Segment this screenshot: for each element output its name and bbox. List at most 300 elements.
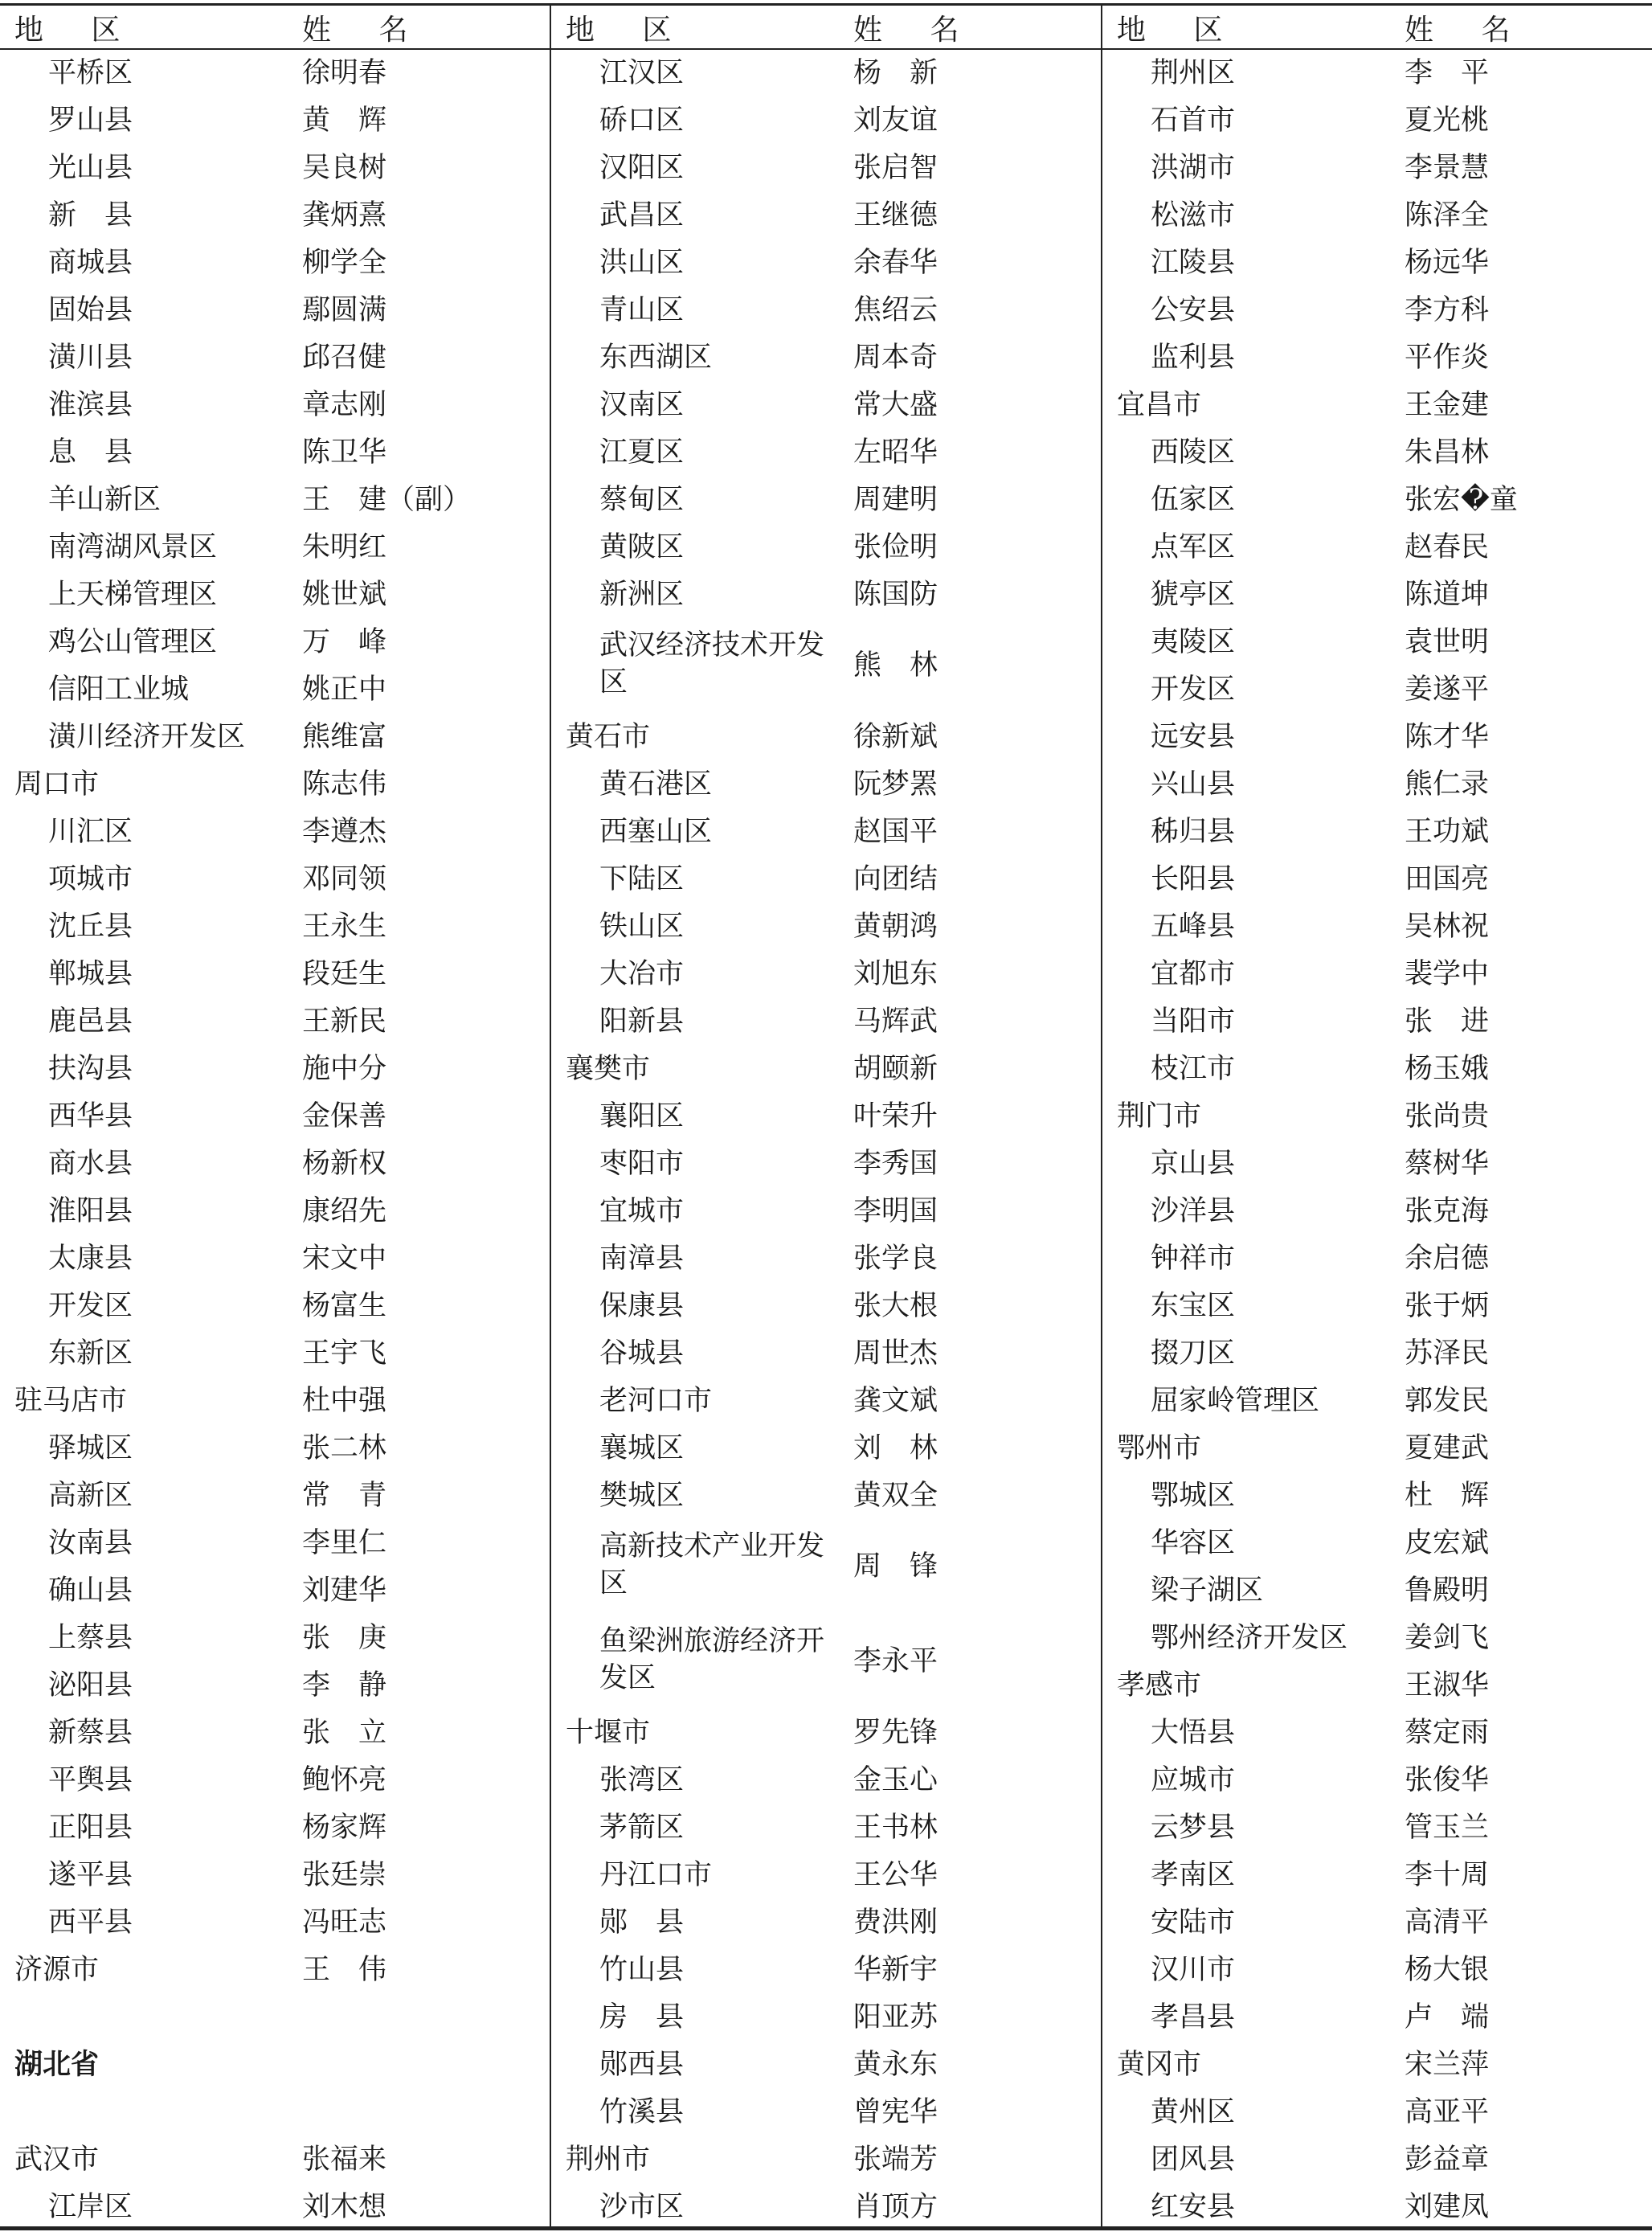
table-row <box>1102 192 1652 240</box>
region-cell: 五峰县 <box>1151 911 1236 943</box>
name-cell: 卢 端 <box>1405 2001 1490 2033</box>
name-cell: 阳亚苏 <box>853 2001 938 2033</box>
name-cell: 赵国平 <box>853 816 938 848</box>
name-cell: 胡颐新 <box>853 1053 938 1085</box>
region-cell: 黄石港区 <box>599 768 713 801</box>
name-cell: 邓同领 <box>302 863 387 895</box>
table-row <box>0 619 550 666</box>
region-cell: 孝感市 <box>1117 1669 1202 1702</box>
table-row <box>0 2184 550 2231</box>
table-row <box>551 382 1101 429</box>
table-row <box>0 1378 550 1425</box>
region-cell: 松滋市 <box>1151 199 1236 231</box>
region-cell: 张湾区 <box>599 1764 685 1796</box>
name-cell: 余春华 <box>853 247 938 279</box>
table-row <box>551 1093 1101 1141</box>
table-row <box>0 1804 550 1852</box>
name-cell: 黄双全 <box>853 1480 938 1512</box>
name-cell: 李 静 <box>302 1669 387 1702</box>
table-row <box>1102 2184 1652 2231</box>
name-cell: 姜剑飞 <box>1405 1622 1490 1654</box>
table-row <box>0 1852 550 1899</box>
region-cell: 荆门市 <box>1117 1100 1202 1132</box>
region-cell: 鄂州市 <box>1117 1432 1202 1464</box>
region-cell: 竹山县 <box>599 1954 685 1986</box>
table-row <box>551 1283 1101 1330</box>
name-cell: 周建明 <box>853 484 938 516</box>
name-cell: 彭益章 <box>1405 2144 1490 2176</box>
table-row <box>551 856 1101 903</box>
name-cell: 杨富生 <box>302 1290 387 1322</box>
table-row <box>0 2041 550 2089</box>
name-cell: 王永生 <box>302 911 387 943</box>
region-cell: 汝南县 <box>48 1527 133 1559</box>
table-row <box>551 1852 1101 1899</box>
name-cell: 鲍怀亮 <box>302 1764 387 1796</box>
table-row <box>551 1899 1101 1947</box>
name-cell: 夏光桃 <box>1405 104 1490 137</box>
table-row <box>551 2184 1101 2231</box>
table-row <box>1102 524 1652 571</box>
table-row <box>1102 477 1652 524</box>
name-cell: 王淑华 <box>1405 1669 1490 1702</box>
blank-row <box>0 2089 550 2136</box>
table-row <box>0 382 550 429</box>
region-cell: 秭归县 <box>1151 816 1236 848</box>
table-row <box>551 1188 1101 1235</box>
name-cell: 李景慧 <box>1405 152 1490 184</box>
name-cell: 张俭明 <box>853 531 938 563</box>
region-cell: 武汉经济技术开发区 <box>599 629 825 698</box>
table-row <box>0 1283 550 1330</box>
region-cell: 大悟县 <box>1151 1717 1236 1749</box>
name-cell: 苏泽民 <box>1405 1337 1490 1370</box>
name-cell: 杨 新 <box>853 57 938 89</box>
region-cell: 羊山新区 <box>48 484 162 516</box>
region-cell: 阳新县 <box>599 1005 685 1038</box>
name-cell: 朱昌林 <box>1405 436 1490 469</box>
name-cell: 夏建武 <box>1405 1432 1490 1464</box>
region-cell: 鱼梁洲旅游经济开发区 <box>599 1625 825 1694</box>
table-row <box>1102 666 1652 714</box>
region-cell: 光山县 <box>48 152 133 184</box>
region-cell: 兴山县 <box>1151 768 1236 801</box>
region-cell: 沈丘县 <box>48 911 133 943</box>
table-row <box>551 571 1101 619</box>
name-cell: 王新民 <box>302 1005 387 1038</box>
region-cell: 团风县 <box>1151 2144 1236 2176</box>
name-cell: 张大根 <box>853 1290 938 1322</box>
table-row <box>0 1188 550 1235</box>
name-cell: 黄 辉 <box>302 104 387 137</box>
region-cell: 大冶市 <box>599 958 685 990</box>
table-row <box>551 1378 1101 1425</box>
table-row <box>0 951 550 998</box>
name-cell: 周世杰 <box>853 1337 938 1370</box>
region-cell: 东新区 <box>48 1337 133 1370</box>
name-cell: 李方科 <box>1405 294 1490 326</box>
name-cell: 焦绍云 <box>853 294 938 326</box>
table-row <box>1102 1046 1652 1093</box>
table-row <box>0 809 550 856</box>
table-row <box>1102 1994 1652 2041</box>
name-cell: 田国亮 <box>1405 863 1490 895</box>
row-list <box>0 50 550 2231</box>
table-row <box>0 1472 550 1520</box>
region-cell: 黄石市 <box>566 721 651 753</box>
table-row <box>1102 998 1652 1046</box>
name-cell: 张端芳 <box>853 2144 938 2176</box>
table-row <box>551 145 1101 192</box>
name-cell: 周 锋 <box>853 1550 938 1583</box>
name-cell: 高亚平 <box>1405 2096 1490 2128</box>
table-row <box>1102 1567 1652 1615</box>
table-row <box>551 1520 1101 1615</box>
table-row <box>1102 1710 1652 1757</box>
name-cell: 黄永东 <box>853 2049 938 2081</box>
region-cell: 郸城县 <box>48 958 133 990</box>
region-cell: 上天梯管理区 <box>48 579 218 611</box>
name-cell: 皮宏斌 <box>1405 1527 1490 1559</box>
region-cell: 南湾湖风景区 <box>48 531 218 563</box>
table-row <box>1102 1378 1652 1425</box>
table-row <box>1102 334 1652 382</box>
table-row <box>0 2136 550 2184</box>
region-cell: 江夏区 <box>599 436 685 469</box>
region-cell: 汉阳区 <box>599 152 685 184</box>
region-cell: 应城市 <box>1151 1764 1236 1796</box>
name-cell: 杨新权 <box>302 1148 387 1180</box>
table-row <box>1102 1093 1652 1141</box>
region-cell: 沙洋县 <box>1151 1195 1236 1227</box>
name-cell: 康绍先 <box>302 1195 387 1227</box>
name-cell: 阮梦罴 <box>853 768 938 801</box>
name-cell: 蔡定雨 <box>1405 1717 1490 1749</box>
table-row <box>1102 1852 1652 1899</box>
table-row <box>0 998 550 1046</box>
table-row <box>551 1615 1101 1710</box>
region-cell: 江汉区 <box>599 57 685 89</box>
name-cell: 龚文斌 <box>853 1385 938 1417</box>
name-cell: 高清平 <box>1405 1906 1490 1939</box>
region-cell: 孝昌县 <box>1151 2001 1236 2033</box>
table-row <box>0 1520 550 1567</box>
name-cell: 施中分 <box>302 1053 387 1085</box>
region-cell: 夷陵区 <box>1151 626 1236 658</box>
name-cell: 曾宪华 <box>853 2096 938 2128</box>
table-row <box>0 1947 550 1994</box>
region-cell: 淮滨县 <box>48 389 133 421</box>
region-cell: 长阳县 <box>1151 863 1236 895</box>
region-cell: 汉川市 <box>1151 1954 1236 1986</box>
name-cell: 王宇飞 <box>302 1337 387 1370</box>
name-cell: 杜中强 <box>302 1385 387 1417</box>
table-row <box>551 1472 1101 1520</box>
name-cell: 段廷生 <box>302 958 387 990</box>
table-row <box>0 666 550 714</box>
table-row <box>551 429 1101 477</box>
table-row <box>551 1947 1101 1994</box>
column-2 <box>551 0 1101 2236</box>
name-cell: 张启智 <box>853 152 938 184</box>
region-cell: 罗山县 <box>48 104 133 137</box>
name-cell: 马辉武 <box>853 1005 938 1038</box>
region-cell: 上蔡县 <box>48 1622 133 1654</box>
region-cell: 十堰市 <box>566 1717 651 1749</box>
table-row <box>0 1425 550 1472</box>
table-row <box>1102 1283 1652 1330</box>
region-cell: 荆州区 <box>1151 57 1236 89</box>
region-cell: 宜昌市 <box>1117 389 1202 421</box>
region-cell: 孝南区 <box>1151 1859 1236 1891</box>
table-row <box>1102 1804 1652 1852</box>
name-cell: 平作炎 <box>1405 342 1490 374</box>
name-cell: 万 峰 <box>302 626 387 658</box>
table-row <box>1102 1141 1652 1188</box>
name-cell: 王继德 <box>853 199 938 231</box>
region-cell: 郧西县 <box>599 2049 685 2081</box>
name-cell: 常 青 <box>302 1480 387 1512</box>
region-cell: 洪山区 <box>599 247 685 279</box>
name-cell: 陈泽全 <box>1405 199 1490 231</box>
table-row <box>1102 1615 1652 1662</box>
name-cell: 鲁殿明 <box>1405 1575 1490 1607</box>
row-list <box>551 50 1101 2231</box>
region-cell: 汉南区 <box>599 389 685 421</box>
name-cell: 常大盛 <box>853 389 938 421</box>
name-cell: 杜 辉 <box>1405 1480 1490 1512</box>
name-cell: 刘旭东 <box>853 958 938 990</box>
table-row <box>0 524 550 571</box>
name-cell: 杨玉娥 <box>1405 1053 1490 1085</box>
table-row <box>551 1757 1101 1804</box>
region-cell: 屈家岭管理区 <box>1151 1385 1320 1417</box>
region-cell: 梁子湖区 <box>1151 1575 1264 1607</box>
region-cell: 襄阳区 <box>599 1100 685 1132</box>
region-cell: 平桥区 <box>48 57 133 89</box>
table-row <box>551 1046 1101 1093</box>
region-cell: 高新区 <box>48 1480 133 1512</box>
table-row <box>551 761 1101 809</box>
header-name: 姓 名 <box>853 14 979 47</box>
region-cell: 黄冈市 <box>1117 2049 1202 2081</box>
region-cell: 掇刀区 <box>1151 1337 1236 1370</box>
name-cell: 刘建凤 <box>1405 2191 1490 2223</box>
table-row <box>1102 951 1652 998</box>
name-cell: 刘木想 <box>302 2191 387 2223</box>
table-row <box>551 1141 1101 1188</box>
table-row <box>1102 1520 1652 1567</box>
region-cell: 枣阳市 <box>599 1148 685 1180</box>
name-cell: 杨远华 <box>1405 247 1490 279</box>
name-cell: 余启德 <box>1405 1243 1490 1275</box>
table-row <box>551 287 1101 334</box>
table-row <box>551 1804 1101 1852</box>
name-cell: 柳学全 <box>302 247 387 279</box>
name-cell: 张 立 <box>302 1717 387 1749</box>
name-cell: 冯旺志 <box>302 1906 387 1939</box>
header-name: 姓 名 <box>1405 14 1530 47</box>
name-cell: 裴学中 <box>1405 958 1490 990</box>
table-row <box>0 714 550 761</box>
name-cell: 姚正中 <box>302 674 387 706</box>
table-row <box>1102 97 1652 145</box>
region-cell: 石首市 <box>1151 104 1236 137</box>
table-row <box>1102 1235 1652 1283</box>
region-cell: 商城县 <box>48 247 133 279</box>
region-cell: 西平县 <box>48 1906 133 1939</box>
table-row <box>551 1425 1101 1472</box>
region-cell: 信阳工业城 <box>48 674 190 706</box>
name-cell: 鄢圆满 <box>302 294 387 326</box>
name-cell: 陈才华 <box>1405 721 1490 753</box>
region-cell: 江陵县 <box>1151 247 1236 279</box>
name-cell: 陈卫华 <box>302 436 387 469</box>
table-row <box>0 1899 550 1947</box>
name-cell: 吴良树 <box>302 152 387 184</box>
region-cell: 当阳市 <box>1151 1005 1236 1038</box>
name-cell: 张于炳 <box>1405 1290 1490 1322</box>
header-name: 姓 名 <box>302 14 427 47</box>
region-cell: 公安县 <box>1151 294 1236 326</box>
row-list <box>1102 50 1652 2231</box>
name-cell: 金保善 <box>302 1100 387 1132</box>
name-cell: 姜遂平 <box>1405 674 1490 706</box>
table-row <box>1102 287 1652 334</box>
name-cell: 张俊华 <box>1405 1764 1490 1796</box>
name-cell: 王书林 <box>853 1812 938 1844</box>
region-cell: 黄陂区 <box>599 531 685 563</box>
name-cell: 邱召健 <box>302 342 387 374</box>
table-row <box>0 1330 550 1378</box>
table-row <box>551 334 1101 382</box>
region-cell: 息 县 <box>48 436 133 469</box>
name-cell: 向团结 <box>853 863 938 895</box>
header-region: 地 区 <box>1117 14 1242 47</box>
table-row <box>551 192 1101 240</box>
name-cell: 王金建 <box>1405 389 1490 421</box>
table-row <box>0 761 550 809</box>
name-cell: 刘建华 <box>302 1575 387 1607</box>
name-cell: 张尚贵 <box>1405 1100 1490 1132</box>
name-cell: 张学良 <box>853 1243 938 1275</box>
name-cell: 宋文中 <box>302 1243 387 1275</box>
region-cell: 新洲区 <box>599 579 685 611</box>
name-cell: 蔡树华 <box>1405 1148 1490 1180</box>
region-cell: 下陆区 <box>599 863 685 895</box>
region-cell: 江岸区 <box>48 2191 133 2223</box>
name-cell: 吴林祝 <box>1405 911 1490 943</box>
table-row <box>0 192 550 240</box>
name-cell: 黄朝鸿 <box>853 911 938 943</box>
name-cell: 罗先锋 <box>853 1717 938 1749</box>
name-cell: 徐明春 <box>302 57 387 89</box>
name-cell: 周本奇 <box>853 342 938 374</box>
table-row <box>1102 903 1652 951</box>
region-cell: 东宝区 <box>1151 1290 1236 1322</box>
header-region: 地 区 <box>14 14 140 47</box>
name-cell: 王公华 <box>853 1859 938 1891</box>
name-cell: 肖顶方 <box>853 2191 938 2223</box>
region-cell: 郧 县 <box>599 1906 685 1939</box>
region-cell: 确山县 <box>48 1575 133 1607</box>
name-cell: 陈道坤 <box>1405 579 1490 611</box>
column-header <box>1102 5 1652 48</box>
table-row <box>0 1046 550 1093</box>
table-row <box>551 1994 1101 2041</box>
region-cell: 点军区 <box>1151 531 1236 563</box>
name-cell: 李里仁 <box>302 1527 387 1559</box>
table-row <box>1102 761 1652 809</box>
table-row <box>1102 1330 1652 1378</box>
name-cell: 陈国防 <box>853 579 938 611</box>
name-cell: 张二林 <box>302 1432 387 1464</box>
region-cell: 洪湖市 <box>1151 152 1236 184</box>
region-cell: 高新技术产业开发区 <box>599 1530 825 1599</box>
table-row <box>0 429 550 477</box>
region-cell: 西华县 <box>48 1100 133 1132</box>
table-row <box>1102 1188 1652 1235</box>
region-cell: 鄂城区 <box>1151 1480 1236 1512</box>
table-row <box>1102 50 1652 97</box>
region-cell: 沙市区 <box>599 2191 685 2223</box>
table-row <box>1102 1662 1652 1710</box>
region-cell: 项城市 <box>48 863 133 895</box>
region-cell: 平舆县 <box>48 1764 133 1796</box>
name-cell: 费洪刚 <box>853 1906 938 1939</box>
table-row <box>0 334 550 382</box>
region-cell: 茅箭区 <box>599 1812 685 1844</box>
region-cell: 开发区 <box>1151 674 1236 706</box>
region-cell: 监利县 <box>1151 342 1236 374</box>
table-row <box>1102 382 1652 429</box>
table-row <box>0 97 550 145</box>
name-cell: 张福来 <box>302 2144 387 2176</box>
table-row <box>0 1757 550 1804</box>
region-cell: 樊城区 <box>599 1480 685 1512</box>
table-row <box>0 1141 550 1188</box>
table-row <box>0 1710 550 1757</box>
column-header <box>0 5 550 48</box>
table-row <box>551 1710 1101 1757</box>
region-cell: 潢川县 <box>48 342 133 374</box>
table-row <box>0 477 550 524</box>
region-cell: 武汉市 <box>14 2144 100 2176</box>
table-row <box>1102 1947 1652 1994</box>
table-row <box>1102 1899 1652 1947</box>
name-cell: 金玉心 <box>853 1764 938 1796</box>
table-row <box>0 1093 550 1141</box>
name-cell: 刘友谊 <box>853 104 938 137</box>
table-row <box>551 809 1101 856</box>
table-row <box>1102 2136 1652 2184</box>
blank-row <box>0 1994 550 2041</box>
table-row <box>1102 145 1652 192</box>
table-row <box>0 287 550 334</box>
region-cell: 南漳县 <box>599 1243 685 1275</box>
region-cell: 保康县 <box>599 1290 685 1322</box>
region-cell: 硚口区 <box>599 104 685 137</box>
region-cell: 襄樊市 <box>566 1053 651 1085</box>
region-cell: 商水县 <box>48 1148 133 1180</box>
table-row <box>551 2041 1101 2089</box>
table-row <box>551 1330 1101 1378</box>
column-header <box>551 5 1101 48</box>
name-cell: 管玉兰 <box>1405 1812 1490 1844</box>
table-row <box>551 619 1101 714</box>
region-cell: 东西湖区 <box>599 342 713 374</box>
table-row <box>0 903 550 951</box>
